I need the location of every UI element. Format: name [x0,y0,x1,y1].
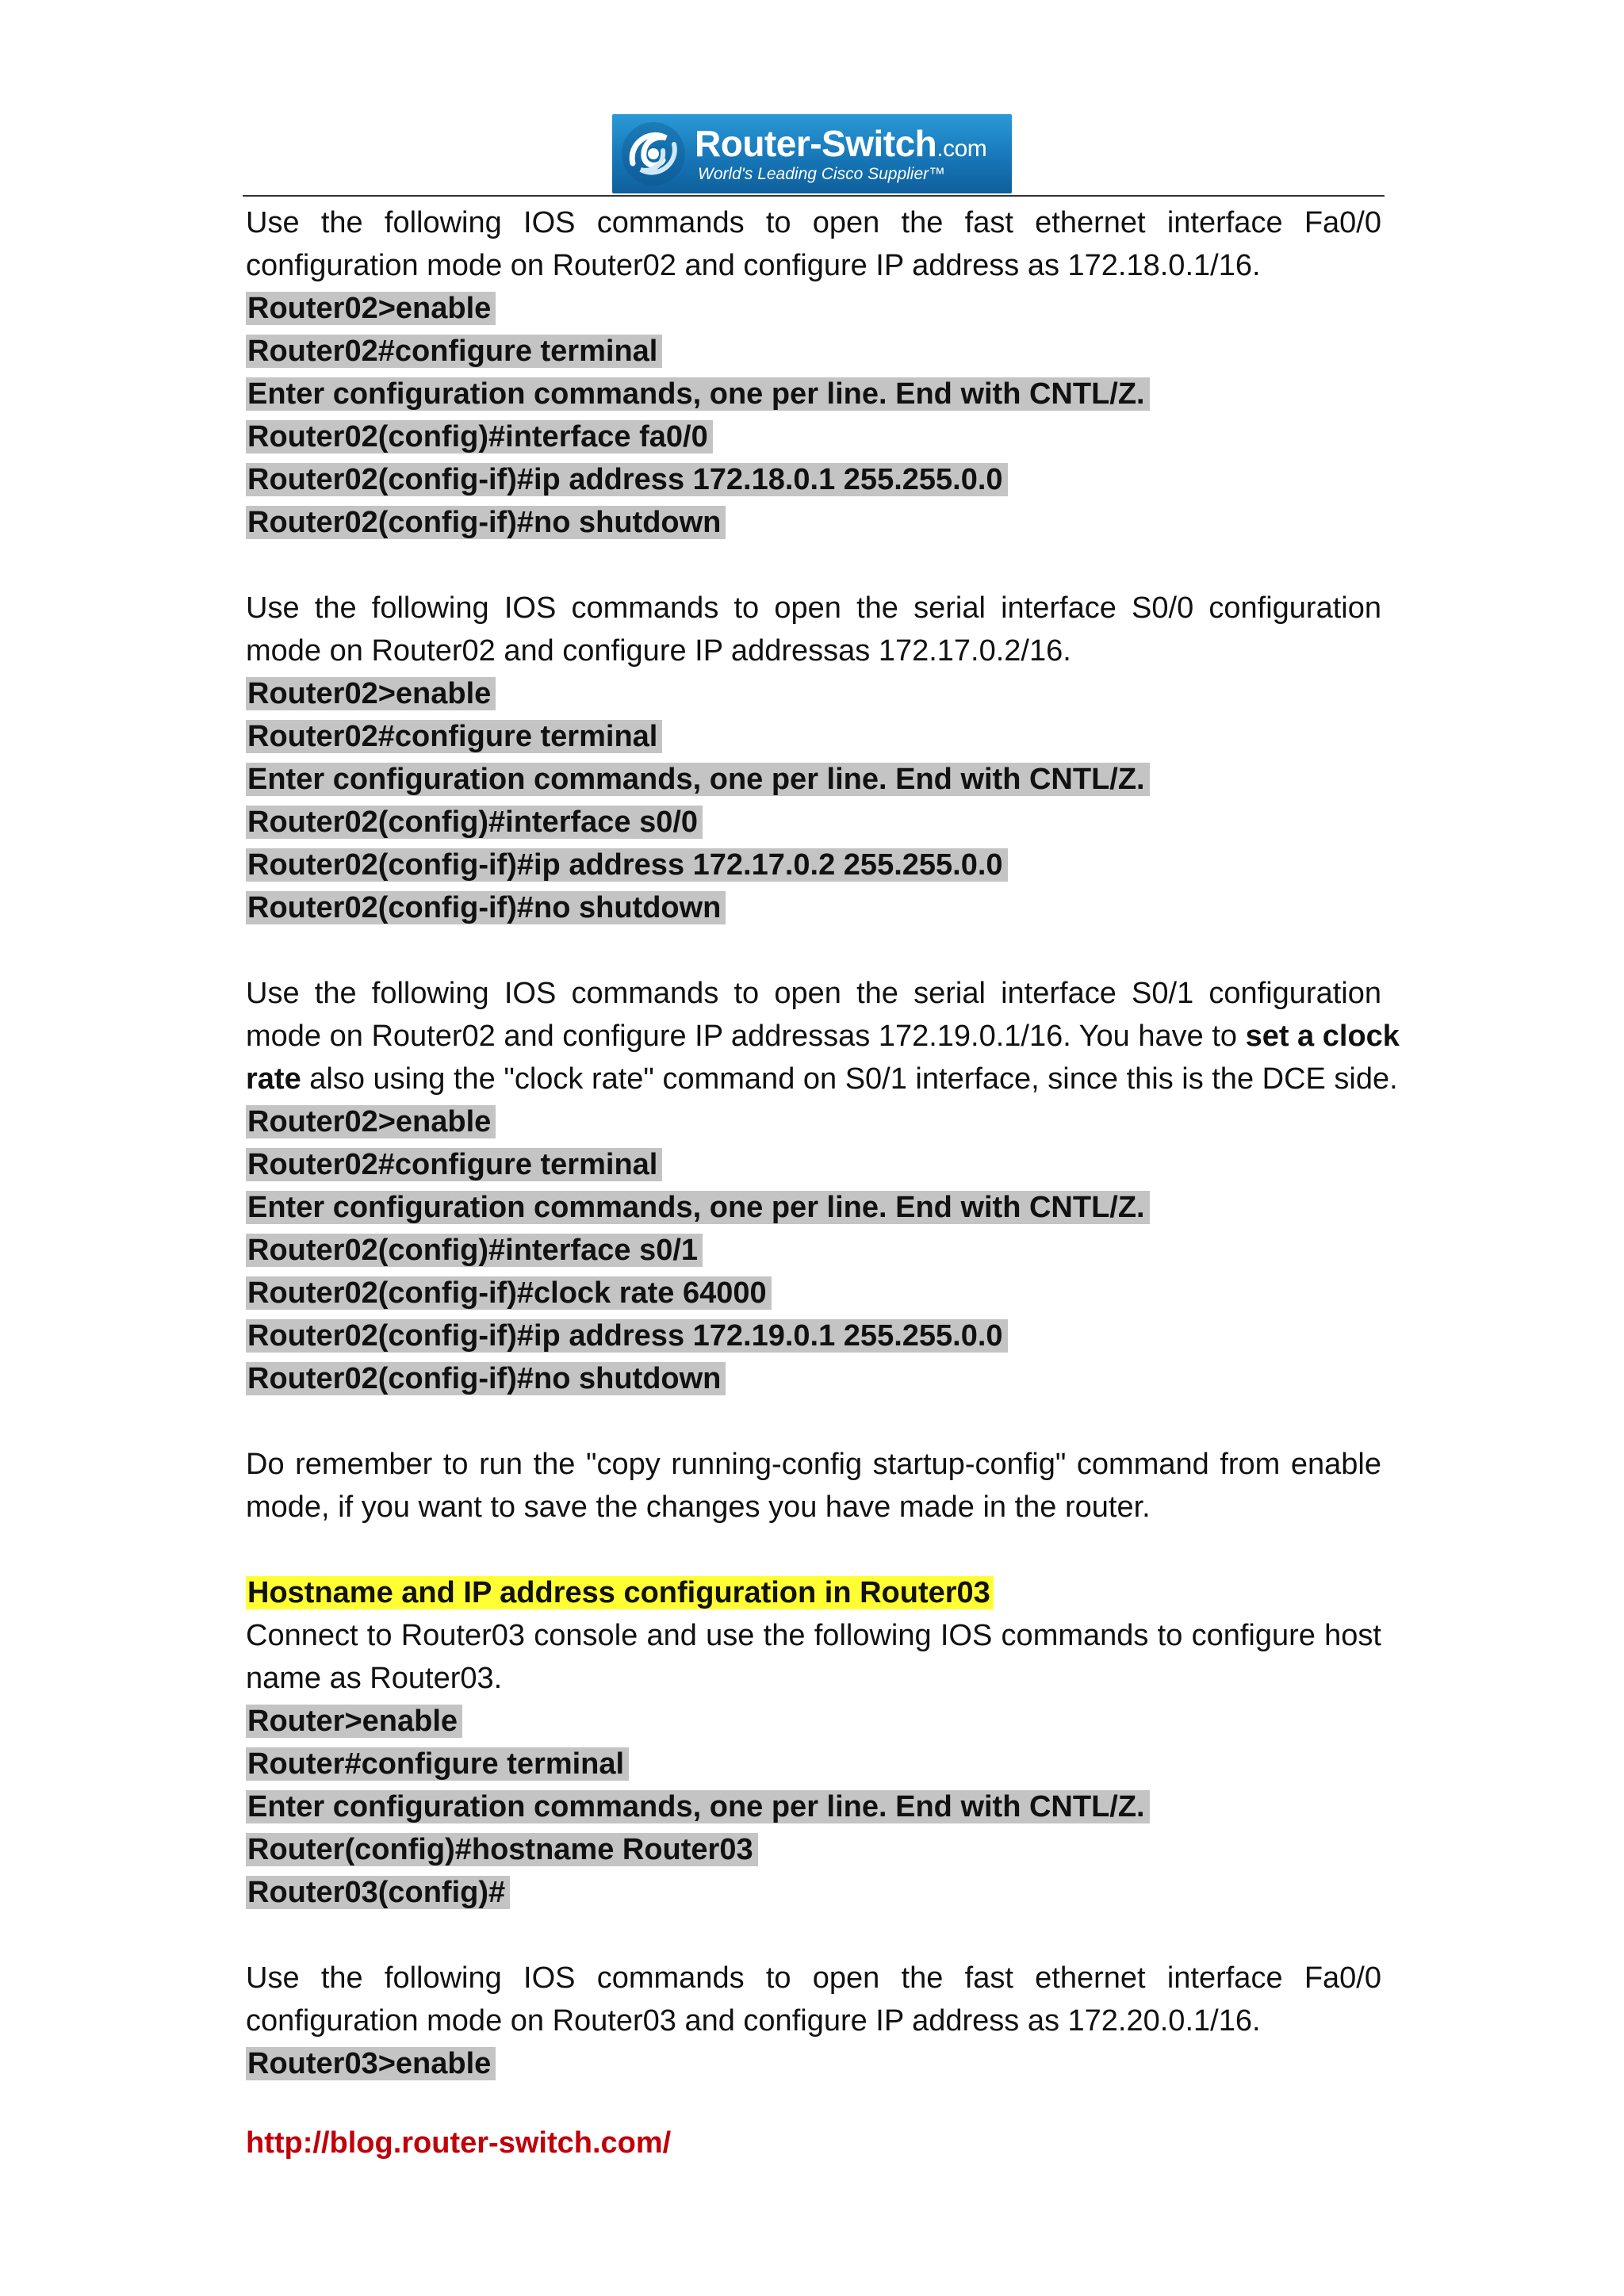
command-line: Router02(config-if)#ip address 172.18.0.1 255.255.0.0 [246,463,1008,496]
paragraph-save-reminder: Do remember to run the "copy running-config startup-config" command from enable mode, if you want to save the changes you have made in the router. [246,1448,1381,1524]
document-body [246,201,1400,2085]
command-line: Enter configuration commands, one per line. End with CNTL/Z. [246,377,1150,411]
command-line: Router02>enable [246,292,496,325]
command-line: Router03>enable [246,2047,496,2080]
command-line: Router02(config-if)#no shutdown [246,506,726,539]
command-line: Router02#configure terminal [246,720,662,753]
command-line: Router#configure terminal [246,1747,629,1781]
paragraph-s01-router02: Use the following IOS commands to open the serial interface S0/1 configuration mode on Router02 and configure IP addressas 172.19.0.1/16. You have to set a clock rate also using the "clock rate" command on S0/1 interface, since this is the DCE side. [246,977,1400,1096]
paragraph-fa00-router02: Use the following IOS commands to open the fast ethernet interface Fa0/0 configuration mode on Router02 and configure IP address as 172.18.0.1/16. [246,206,1381,282]
logo-tagline: World's Leading Cisco Supplier™ [698,165,946,183]
logo-wordmark: Router-Switch.com [695,123,987,164]
paragraph-hostname-router03: Connect to Router03 console and use the following IOS commands to configure host name as Router03. [246,1619,1381,1695]
command-block-hostname-router03 [246,1700,1381,1914]
command-line: Router02(config)#interface fa0/0 [246,420,713,453]
section-heading-router03: Hostname and IP address configuration in Router03 [246,1576,994,1609]
command-line: Router02(config-if)#no shutdown [246,891,726,924]
command-line: Router02(config-if)#clock rate 64000 [246,1276,772,1310]
command-line: Enter configuration commands, one per line. End with CNTL/Z. [246,1191,1150,1224]
command-line: Router02>enable [246,677,496,710]
command-line: Router02(config)#interface s0/1 [246,1234,703,1267]
command-block-fa00-router03 [246,2042,1381,2085]
command-block-fa00-router02 [246,287,1381,544]
header-divider [243,195,1385,197]
footer-blog-link[interactable]: http://blog.router-switch.com/ [246,2126,672,2160]
page-header [243,114,1385,197]
paragraph-fa00-router03: Use the following IOS commands to open the fast ethernet interface Fa0/0 configuration mode on Router03 and configure IP address as 172.20.0.1/16. [246,1961,1381,2038]
command-line: Router>enable [246,1705,462,1738]
command-line: Router03(config)# [246,1876,510,1909]
command-block-s00-router02 [246,672,1381,929]
command-line: Enter configuration commands, one per line. End with CNTL/Z. [246,763,1150,796]
command-block-s01-router02 [246,1100,1381,1400]
command-line: Enter configuration commands, one per line. End with CNTL/Z. [246,1790,1150,1823]
paragraph-s00-router02: Use the following IOS commands to open the serial interface S0/0 configuration mode on Router02 and configure IP addressas 172.17.0.2/16. [246,591,1381,668]
command-line: Router02(config)#interface s0/0 [246,806,703,839]
command-line: Router02#configure terminal [246,335,662,368]
command-line: Router02(config-if)#ip address 172.19.0.1 255.255.0.0 [246,1319,1008,1353]
command-line: Router02(config-if)#ip address 172.17.0.2 255.255.0.0 [246,848,1008,882]
swirl-logo-icon [617,117,690,190]
router-switch-logo [612,114,1012,193]
command-line: Router02#configure terminal [246,1148,662,1181]
command-line: Router(config)#hostname Router03 [246,1833,758,1866]
command-line: Router02(config-if)#no shutdown [246,1362,726,1395]
command-line: Router02>enable [246,1105,496,1138]
